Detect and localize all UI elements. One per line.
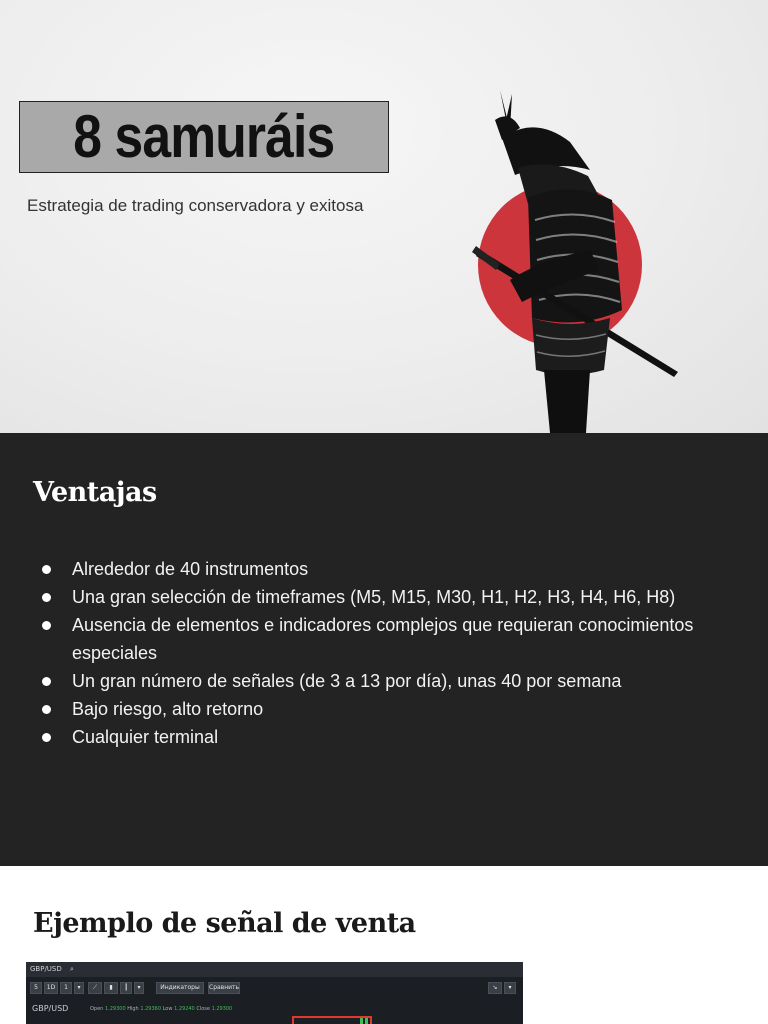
chevron-down-icon[interactable]: ▾	[504, 982, 516, 994]
list-item: Una gran selección de timeframes (M5, M15, M30, H1, H2, H3, H4, H6, H8)	[40, 583, 740, 611]
ohlc-high: 1.29360	[140, 1006, 162, 1012]
samurai-illustration	[440, 80, 700, 433]
cursor-icon[interactable]: ↘	[488, 982, 502, 994]
candles-icon[interactable]: ▮	[104, 982, 118, 994]
chart-toolbar	[26, 980, 523, 998]
chart-symbol[interactable]: GBP/USD	[32, 1004, 69, 1013]
title-box	[19, 101, 389, 173]
search-icon[interactable]: ⌕	[70, 965, 74, 973]
ohlc-open: 1.29300	[104, 1006, 126, 1012]
ohlc-readout	[90, 1006, 232, 1012]
chevron-down-icon[interactable]: ▾	[74, 982, 84, 994]
ohlc-close: 1.29300	[211, 1006, 233, 1012]
example-section	[0, 866, 768, 1024]
ohlc-low: 1.29240	[174, 1006, 195, 1012]
ventajas-section	[0, 433, 768, 866]
chevron-down-icon[interactable]: ▾	[134, 982, 144, 994]
indicators-button[interactable]: Индикаторы	[156, 982, 204, 994]
trading-chart-screenshot	[26, 962, 523, 1024]
interval-button-1[interactable]: 1	[60, 982, 72, 994]
interval-button-1d[interactable]: 1D	[44, 982, 58, 994]
candle	[360, 1018, 363, 1024]
list-item: Bajo riesgo, alto retorno	[40, 695, 740, 723]
interval-button-5[interactable]: 5	[30, 982, 42, 994]
ohlc-high-label: High	[127, 1006, 139, 1012]
list-item: Cualquier terminal	[40, 723, 740, 751]
list-item: Un gran número de señales (de 3 a 13 por día), unas 40 por semana	[40, 667, 740, 695]
list-item: Alrededor de 40 instrumentos	[40, 555, 740, 583]
chart-pair-tab[interactable]: GBP/USD	[30, 965, 62, 973]
ohlc-open-label: Open	[90, 1006, 104, 1012]
ventajas-list	[40, 555, 740, 751]
list-item: Ausencia de elementos e indicadores complejos que requieran conocimientos especiales	[40, 611, 740, 667]
bars-icon[interactable]: ┃	[120, 982, 132, 994]
compare-button[interactable]: Сравнить	[208, 982, 240, 994]
ohlc-close-label: Close	[196, 1006, 210, 1012]
candle	[365, 1018, 368, 1024]
ohlc-low-label: Low	[162, 1006, 173, 1012]
page-title: 8 samuráis	[73, 103, 335, 170]
hero-section	[0, 0, 768, 433]
ventajas-heading: Ventajas	[33, 477, 157, 508]
example-heading: Ejemplo de señal de venta	[33, 908, 416, 939]
line-chart-icon[interactable]: ⟋	[88, 982, 102, 994]
subtitle: Estrategia de trading conservadora y exitosa	[27, 196, 364, 215]
chart-tab-bar	[26, 962, 523, 977]
